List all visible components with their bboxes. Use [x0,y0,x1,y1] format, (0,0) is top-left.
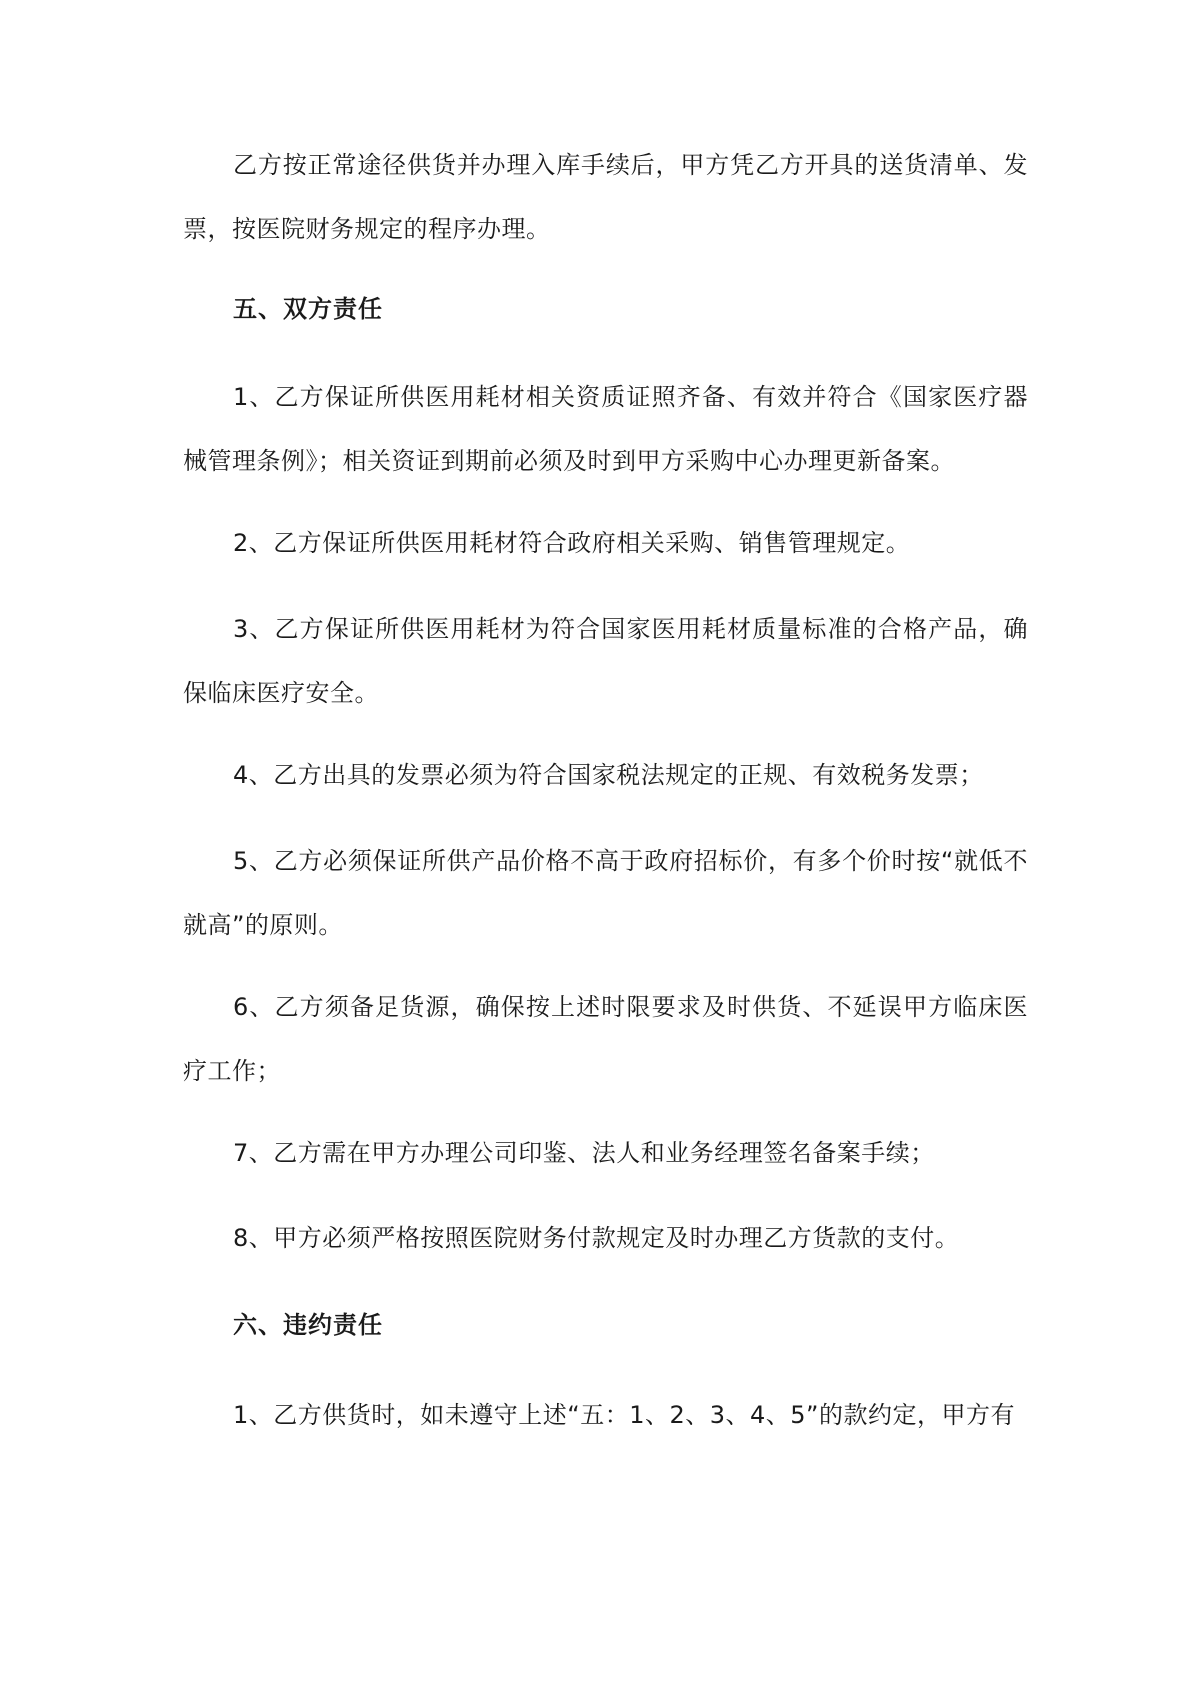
section6-heading: 六、违约责任 [233,1311,383,1339]
section5-heading: 五、双方责任 [233,295,383,323]
section5-item-6: 6、乙方须备足货源，确保按上述时限要求及时供货、不延误甲方临床医疗工作； [183,993,1028,1085]
section5-item-1: 1、乙方保证所供医用耗材相关资质证照齐备、有效并符合《国家医疗器械管理条例》；相关资证到期前必须及时到甲方采购中心办理更新备案。 [183,383,1028,475]
section5-item-2: 2、乙方保证所供医用耗材符合政府相关采购、销售管理规定。 [233,529,911,557]
section5-item-4: 4、乙方出具的发票必须为符合国家税法规定的正规、有效税务发票； [233,761,984,789]
section5-item-7: 7、乙方需在甲方办理公司印鉴、法人和业务经理签名备案手续； [233,1139,935,1167]
section5-item-5: 5、乙方必须保证所供产品价格不高于政府招标价，有多个价时按“就低不就高”的原则。 [183,847,1028,939]
section6-item-1: 1、乙方供货时，如未遵守上述“五：1、2、3、4、5”的款约定，甲方有 [233,1401,1015,1429]
section5-item-8: 8、甲方必须严格按照医院财务付款规定及时办理乙方货款的支付。 [233,1224,960,1252]
intro-paragraph: 乙方按正常途径供货并办理入库手续后，甲方凭乙方开具的送货清单、发票，按医院财务规定的程序办理。 [183,151,1028,243]
section5-item-3: 3、乙方保证所供医用耗材为符合国家医用耗材质量标准的合格产品，确保临床医疗安全。 [183,615,1028,707]
